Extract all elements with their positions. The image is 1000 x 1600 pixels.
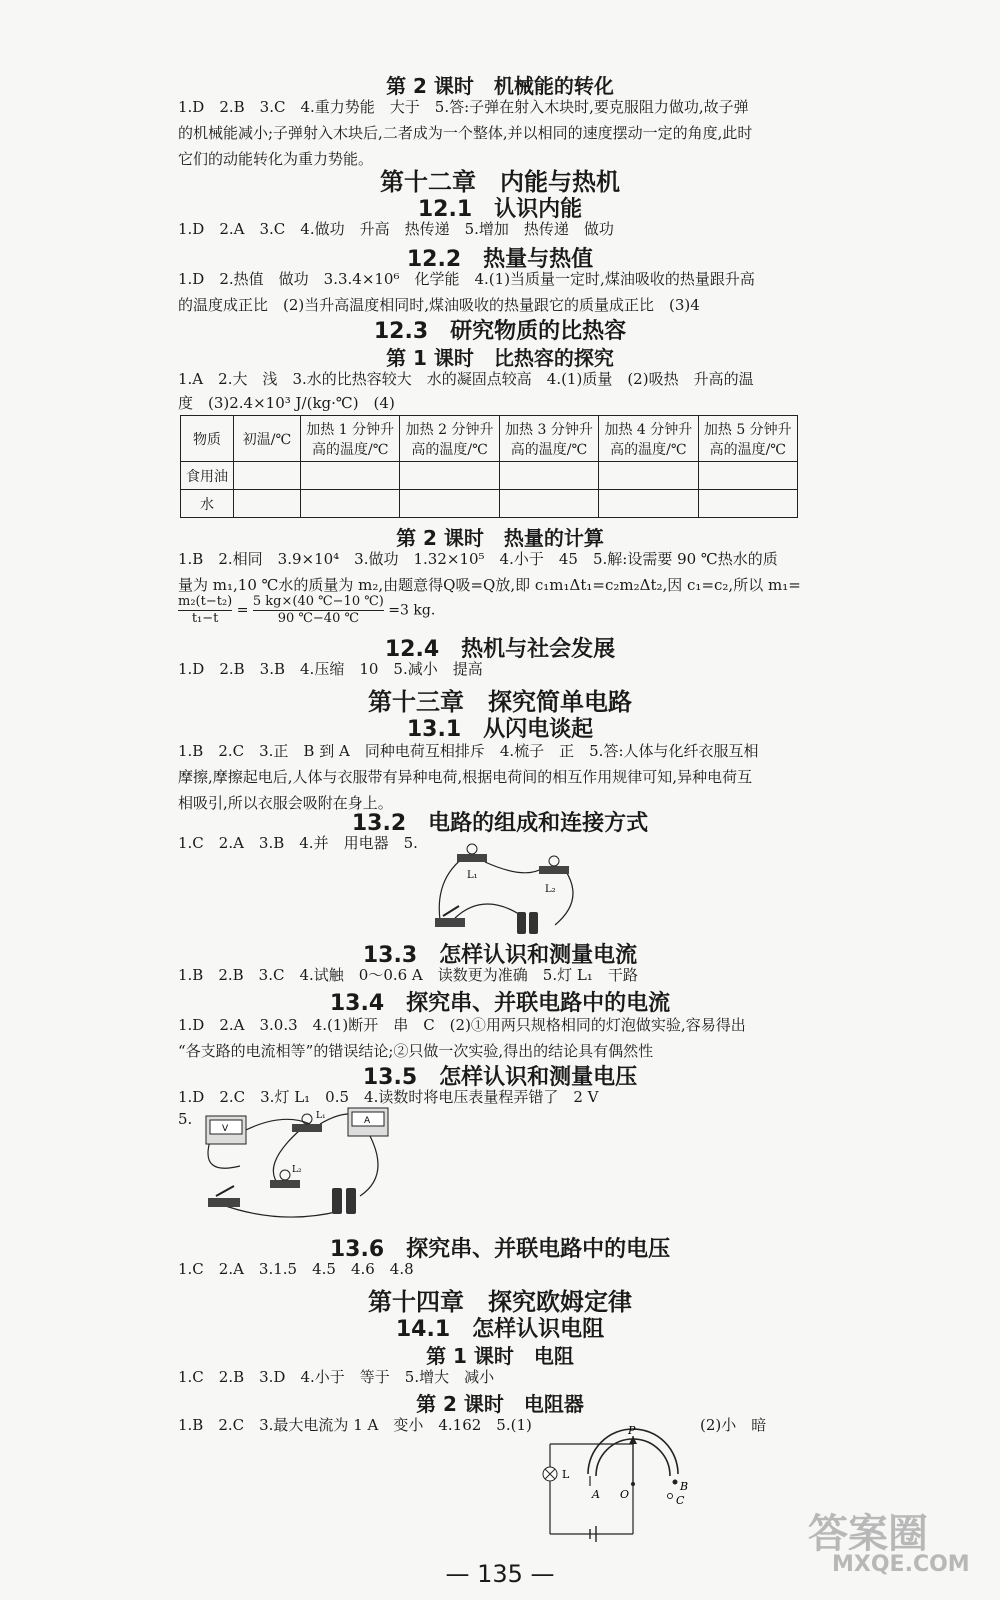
answer-line: 度 (3)2.4×10³ J/(kg·℃) (4): [178, 394, 395, 412]
section-title: 13.5 怎样认识和测量电压: [362, 1065, 638, 1090]
lesson-title: 第 2 课时 电阻器: [416, 1392, 584, 1416]
watermark-logo: 答案圈: [808, 1511, 928, 1557]
answer-line: 1.A 2.大 浅 3.水的比热容较大 水的凝固点较高 4.(1)质量 (2)吸热 升高的温: [178, 370, 754, 388]
answer-line: 1.D 2.B 3.B 4.压缩 10 5.减小 提高: [178, 660, 483, 678]
lesson-title: 第 1 课时 电阻: [426, 1344, 574, 1368]
answer-line: (2)小 暗: [700, 1416, 767, 1434]
svg-text:C: C: [676, 1494, 685, 1507]
bulb-icon: [467, 844, 477, 854]
svg-text:L₁: L₁: [316, 1111, 326, 1121]
answer-line: 摩擦,摩擦起电后,人体与衣服带有异种电荷,根据电荷间的相互作用规律可知,异种电荷互: [178, 768, 753, 786]
answer-line: 1.B 2.相同 3.9×10⁴ 3.做功 1.32×10⁵ 4.小于 45 5.解:设需要 90 ℃热水的质: [178, 550, 778, 568]
table-header: 加热 1 分钟升 高的温度/℃: [301, 416, 400, 462]
fraction: $\frac{\text{m₂(t−t₂)}}{\text{t₁−t}}$: [178, 594, 233, 626]
section-title: 13.1 从闪电谈起: [406, 717, 594, 742]
lamp-base: [539, 866, 569, 874]
answer-line: 1.D 2.A 3.C 4.做功 升高 热传递 5.增加 热传递 做功: [178, 220, 614, 238]
lamp-base: [457, 854, 487, 862]
answer-line: 1.D 2.热值 做功 3.3.4×10⁶ 化学能 4.(1)当质量一定时,煤油吸收的热量跟升高: [178, 270, 755, 288]
lesson-title: 第 2 课时 机械能的转化: [386, 74, 614, 98]
data-table: [180, 415, 798, 518]
table-header: 初温/℃: [234, 416, 301, 462]
row-label: 食用油: [181, 462, 234, 490]
battery-icon: [529, 912, 538, 934]
formula: $\frac{\text{m₂(t−t₂)}}{\text{t₁−t}}$ = $\frac{5 kg\times(40 ℃-10 ℃)}{90 ℃-40 ℃}$ =3 kg.: [178, 594, 436, 626]
table-header: 加热 2 分钟升 高的温度/℃: [400, 416, 499, 462]
svg-text:P: P: [628, 1424, 636, 1437]
battery-icon: [517, 912, 526, 934]
section-title: 14.1 怎样认识电阻: [395, 1317, 605, 1342]
section-title: 12.4 热机与社会发展: [384, 637, 616, 662]
page-number: — 135 —: [445, 1560, 555, 1588]
answer-line: 1.B 2.C 3.正 B 到 A 同种电荷互相排斥 4.梳子 正 5.答:人体与化纤衣服互相: [178, 742, 759, 760]
circuit-diagram: [200, 1106, 400, 1226]
answer-line: 1.D 2.B 3.C 4.重力势能 大于 5.答:子弹在射入木块时,要克服阻力做功,故子弹: [178, 98, 749, 116]
section-title: 13.6 探究串、并联电路中的电压: [329, 1237, 671, 1262]
bulb-icon: [280, 1170, 290, 1180]
answer-line: 的机械能减小;子弹射入木块后,二者成为一个整体,并以相同的速度摆动一定的角度,此时: [178, 124, 753, 142]
svg-text:B: B: [680, 1480, 689, 1493]
answer-line: 的温度成正比 (2)当升高温度相同时,煤油吸收的热量跟它的质量成正比 (3)4: [178, 296, 700, 314]
answer-line: 1.C 2.B 3.D 4.小于 等于 5.增大 减小: [178, 1368, 495, 1386]
lesson-title: 第 2 课时 热量的计算: [396, 526, 604, 550]
section-title: 12.2 热量与热值: [406, 247, 594, 272]
svg-text:V: V: [222, 1124, 229, 1134]
chapter-title: 第十三章 探究简单电路: [368, 688, 632, 716]
svg-text:L: L: [562, 1468, 570, 1481]
answer-line: 它们的动能转化为重力势能。: [178, 150, 374, 168]
svg-text:L₂: L₂: [545, 884, 556, 895]
table-header: 加热 3 分钟升 高的温度/℃: [499, 416, 598, 462]
section-title: 13.3 怎样认识和测量电流: [362, 943, 638, 968]
question-number: 5.: [178, 1110, 193, 1128]
table-header: 物质: [181, 416, 234, 462]
section-title: 12.3 研究物质的比热容: [373, 319, 627, 344]
answer-line: 1.B 2.C 3.最大电流为 1 A 变小 4.162 5.(1): [178, 1416, 532, 1434]
answer-line: 相吸引,所以衣服会吸附在身上。: [178, 794, 393, 812]
battery-icon: [346, 1188, 356, 1214]
fraction: $\frac{5 kg\times(40 ℃-10 ℃)}{90 ℃-40 ℃}$: [252, 594, 384, 626]
row-label: 水: [181, 490, 234, 518]
svg-text:L₂: L₂: [292, 1165, 302, 1175]
answer-line: 1.C 2.A 3.B 4.并 用电器 5.: [178, 834, 418, 852]
svg-text:A: A: [592, 1488, 600, 1501]
svg-text:L₁: L₁: [467, 870, 478, 881]
svg-text:O: O: [620, 1488, 630, 1501]
table-row: [181, 490, 798, 518]
answer-line: 1.D 2.A 3.0.3 4.(1)断开 串 C (2)①用两只规格相同的灯泡做实验,容易得出: [178, 1016, 746, 1034]
answer-line: 1.C 2.A 3.1.5 4.5 4.6 4.8: [178, 1260, 414, 1278]
lamp-base: [270, 1180, 300, 1188]
section-title: 12.1 认识内能: [417, 197, 583, 222]
switch-icon: [208, 1198, 240, 1207]
table-header: 加热 5 分钟升 高的温度/℃: [698, 416, 797, 462]
switch-icon: [435, 918, 465, 927]
answer-line: 1.B 2.B 3.C 4.试触 0～0.6 A 读数更为准确 5.灯 L₁ 干路: [178, 966, 638, 984]
lesson-title: 第 1 课时 比热容的探究: [386, 346, 614, 370]
chapter-title: 第十四章 探究欧姆定律: [368, 1288, 632, 1316]
answer-line: 1.D 2.C 3.灯 L₁ 0.5 4.读数时将电压表量程弄错了 2 V: [178, 1088, 599, 1106]
circuit-diagram: [425, 840, 585, 940]
svg-text:A: A: [364, 1116, 371, 1126]
answer-line: 量为 m₁,10 ℃水的质量为 m₂,由题意得Q吸=Q放,即 c₁m₁Δt₁=c₂m₂Δt₂,因 c₁=c₂,所以 m₁=: [178, 576, 801, 594]
battery-icon: [332, 1188, 342, 1214]
answer-line: “各支路的电流相等”的错误结论;②只做一次实验,得出的结论具有偶然性: [178, 1042, 654, 1060]
lamp-base: [292, 1124, 322, 1132]
circuit-diagram: [540, 1424, 690, 1544]
chapter-title: 第十二章 内能与热机: [380, 168, 620, 196]
section-title: 13.2 电路的组成和连接方式: [351, 811, 649, 836]
table-header: 加热 4 分钟升 高的温度/℃: [599, 416, 698, 462]
table-row: [181, 462, 798, 490]
bulb-icon: [549, 856, 559, 866]
section-title: 13.4 探究串、并联电路中的电流: [329, 991, 671, 1016]
watermark-url: MXQE.COM: [832, 1552, 970, 1577]
